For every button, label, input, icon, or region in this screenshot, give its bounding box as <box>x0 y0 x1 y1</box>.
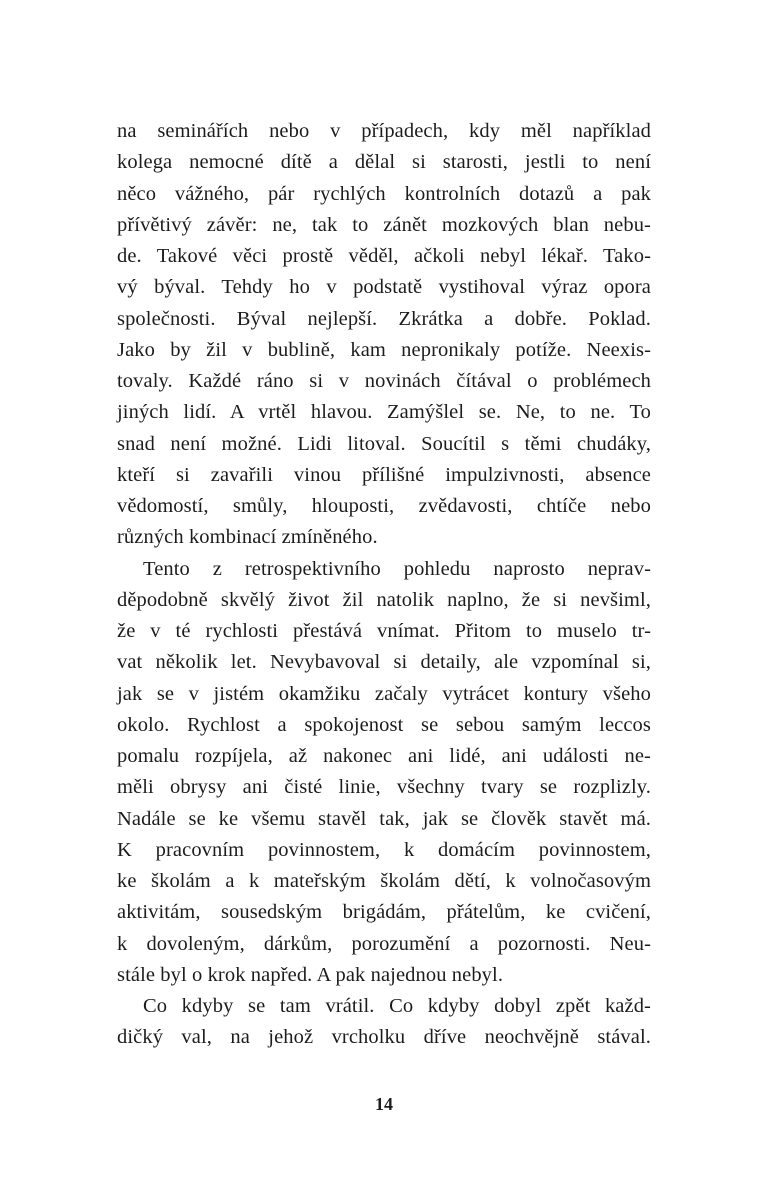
text-line: pomalu rozpíjela, až nakonec ani lidé, ani události ne- <box>117 745 651 767</box>
text-line: de. Takové věci prostě věděl, ačkoli nebyl lékař. Tako- <box>117 245 651 267</box>
text-line: aktivitám, sousedským brigádám, přátelům, ke cvičení, <box>117 901 651 924</box>
text-line: že v té rychlosti přestává vnímat. Přitom to muselo tr- <box>117 620 651 642</box>
paragraph-end-line: různých kombinací zmíněného. <box>117 526 378 549</box>
paragraph-start-line: Tento z retrospektivního pohledu naprosto neprav- <box>143 557 651 580</box>
text-line: snad není možné. Lidi litoval. Soucítil s těmi chudáky, <box>117 432 651 455</box>
text-line: vědomostí, smůly, hlouposti, zvědavosti, chtíče nebo <box>117 495 651 517</box>
text-line: k dovoleným, dárkům, porozumění a pozornosti. Neu- <box>117 932 651 955</box>
text-line: ke školám a k mateřským školám dětí, k volnočasovým <box>117 870 651 892</box>
text-line: jak se v jistém okamžiku začaly vytrácet kontury všeho <box>117 682 651 705</box>
text-line: společnosti. Býval nejlepší. Zkrátka a dobře. Poklad. <box>117 307 651 330</box>
text-line: okolo. Rychlost a spokojenost se sebou samým leccos <box>117 713 651 736</box>
paragraph-start-line: Co kdyby se tam vrátil. Co kdyby dobyl zpět každ- <box>143 995 651 1017</box>
text-line: tovaly. Každé ráno si v novinách čítával o problémech <box>117 370 651 392</box>
text-line: K pracovním povinnostem, k domácím povinnostem, <box>117 838 651 861</box>
text-line: vý býval. Tehdy ho v podstatě vystihoval výraz opora <box>117 276 651 299</box>
text-line: měli obrysy ani čisté linie, všechny tvary se rozplizly. <box>117 776 651 799</box>
text-line: kteří si zavařili vinou přílišné impulzivnosti, absence <box>117 463 651 486</box>
body-text <box>117 116 651 1054</box>
text-line: dičký val, na jehož vrcholku dříve neochvějně stával. <box>117 1026 651 1049</box>
text-line: něco vážného, pár rychlých kontrolních dotazů a pak <box>117 182 651 205</box>
text-line: na seminářích nebo v případech, kdy měl například <box>117 120 651 142</box>
text-line: vat několik let. Nevybavoval si detaily, ale vzpomínal si, <box>117 651 651 674</box>
text-line: přívětivý závěr: ne, tak to zánět mozkových blan nebu- <box>117 213 651 236</box>
text-line: jiných lidí. A vrtěl hlavou. Zamýšlel se. Ne, to ne. To <box>117 401 651 424</box>
text-line: kolega nemocné dítě a dělal si starosti, jestli to není <box>117 151 651 174</box>
text-line: děpodobně skvělý život žil natolik naplno, že si nevšiml, <box>117 588 651 611</box>
page-number: 14 <box>375 1094 393 1114</box>
paragraph-end-line: stále byl o krok napřed. A pak najednou nebyl. <box>117 963 504 986</box>
text-line: Nadále se ke všemu stavěl tak, jak se člověk stavět má. <box>117 807 651 830</box>
text-line: Jako by žil v bublině, kam nepronikaly potíže. Neexis- <box>117 338 651 361</box>
